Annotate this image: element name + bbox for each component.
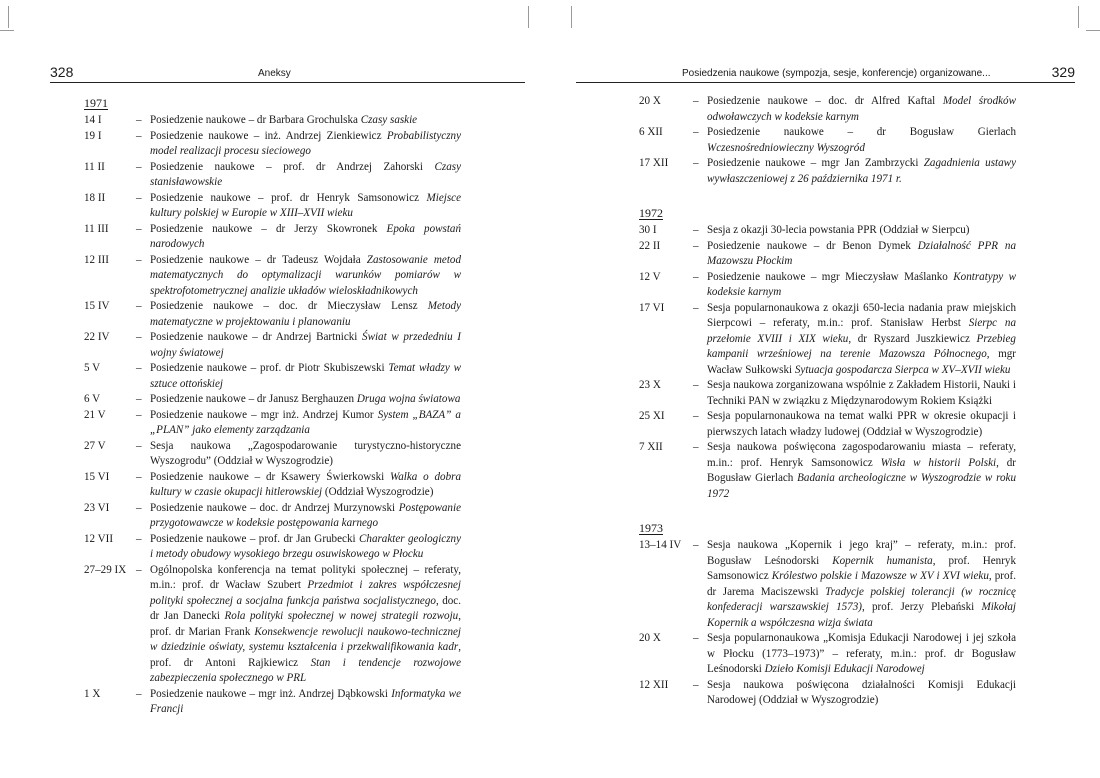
dash-separator: – (136, 393, 142, 405)
event-entry (84, 408, 461, 439)
header-rule (50, 82, 525, 83)
dash-separator: – (136, 222, 142, 235)
event-description (150, 191, 461, 222)
event-description (707, 631, 1016, 678)
event-description (150, 470, 461, 501)
description-text: , prof. Jerzy Plebański (861, 601, 982, 613)
event-description (150, 532, 461, 563)
event-date: 11 II (84, 160, 105, 173)
work-title: Metody matematyczne w projektowaniu i planowaniu (150, 300, 461, 328)
dash-separator: – (693, 95, 699, 107)
event-entry (84, 392, 461, 408)
event-date: 15 VI (84, 470, 110, 483)
description-text: Posiedzenie naukowe – doc. dr Andrzej Murzynowski (150, 501, 399, 514)
event-description (707, 440, 1016, 502)
description-text: Posiedzenie naukowe – inż. Andrzej Zienkiewicz (150, 129, 387, 142)
event-description (707, 270, 1016, 301)
dash-separator: – (693, 126, 699, 138)
work-title: Kopernik humanista (832, 554, 933, 567)
work-title: Postępowanie przygotowawcze w kodeksie postępowania karnego (150, 501, 461, 529)
description-text: Posiedzenie naukowe – dr Jerzy Skowronek (150, 222, 387, 235)
event-description (150, 222, 461, 253)
event-entry (84, 361, 461, 392)
dash-separator: – (136, 300, 142, 312)
event-date: 1 X (84, 687, 101, 700)
left-column (84, 94, 461, 718)
description-text: , dr Bogusław Gierlach (707, 456, 1016, 484)
description-text: Ogólnopolska konferencja na temat polityki społecznej – referaty, m.in.: prof. dr Wacław Szubert (150, 563, 461, 591)
event-entry (84, 687, 461, 718)
event-date: 7 XII (639, 441, 663, 453)
event-description (150, 687, 461, 718)
dash-separator: – (693, 441, 699, 453)
running-head: Aneksy (258, 68, 291, 79)
year-heading: 1973 (639, 521, 663, 535)
event-description (150, 253, 461, 300)
event-description (150, 501, 461, 532)
dash-separator: – (693, 410, 699, 422)
event-entry (639, 440, 1016, 502)
description-text: Posiedzenie naukowe – mgr inż. Andrzej Kumor (150, 408, 378, 421)
left-running-header (50, 66, 525, 84)
event-entry (639, 538, 1016, 631)
event-description (707, 223, 1016, 239)
work-title: Badania archeologiczne w Wyszogrodzie w roku 1972 (707, 472, 1016, 500)
event-date: 23 VI (84, 501, 110, 514)
work-title: Czasy stanisławowskie (150, 160, 461, 188)
event-date: 6 XII (639, 126, 663, 138)
event-entry (84, 330, 461, 361)
work-title: Kontratypy w kodeksie karnym (707, 270, 1016, 298)
dash-separator: – (136, 470, 142, 483)
dash-separator: – (136, 408, 142, 421)
event-description (707, 678, 1016, 709)
description-text: Sesja popularnonaukowa „Komisja Edukacji Narodowej i jej szkoła w Płocku (1773–1973)” – referaty, m.in.: prof. dr Bogusław Leśnodorski (707, 632, 1016, 675)
work-title: Mikołaj Kopernik a współczesna wizja świata (707, 601, 1016, 629)
event-date: 20 X (639, 95, 661, 107)
description-text: (Oddział Wyszogrodzie) (322, 486, 434, 498)
event-entry (639, 378, 1016, 409)
description-text: Posiedzenie naukowe – mgr inż. Andrzej Dąbkowski (150, 687, 392, 700)
dash-separator: – (136, 532, 142, 545)
work-title: Sierpc na przełomie XVIII i XIX wieku (707, 317, 1016, 345)
event-date: 17 VI (639, 301, 665, 314)
event-date: 12 III (84, 253, 109, 266)
dash-separator: – (136, 160, 142, 173)
event-entry (84, 113, 461, 129)
event-description (707, 538, 1016, 631)
description-text: Posiedzenie naukowe – dr Barbara Grochulska (150, 114, 361, 126)
event-date: 25 XI (639, 410, 665, 422)
description-text: , prof. dr Jarema Maciszewski (707, 570, 1016, 598)
event-entry (639, 409, 1016, 440)
work-title: Miejsce kultury polskiej w Europie w XIII–XVII wieku (150, 191, 461, 219)
work-title: Wczesnośredniowieczny Wyszogród (707, 141, 865, 154)
year-heading: 1971 (84, 96, 108, 110)
work-title: Druga wojna światowa (356, 393, 461, 405)
dash-separator: – (693, 539, 699, 551)
work-title: Sytuacja gospodarcza Sierpca w XV–XVII wieku (794, 363, 1011, 376)
event-entry (84, 160, 461, 191)
event-date: 30 I (639, 224, 657, 236)
event-entry (84, 253, 461, 300)
event-date: 14 I (84, 114, 102, 126)
dash-separator: – (693, 239, 699, 252)
dash-separator: – (693, 157, 699, 169)
event-date: 21 V (84, 408, 106, 421)
event-entry (84, 532, 461, 563)
dash-separator: – (693, 224, 699, 236)
event-entry (639, 239, 1016, 270)
work-title: Królestwo polskie i Mazowsze w XV i XVI wieku (771, 570, 989, 582)
dash-separator: – (136, 362, 142, 374)
description-text: Posiedzenie naukowe – prof. dr Jan Grubecki (150, 532, 359, 545)
event-date: 23 X (639, 379, 661, 391)
work-title: Przebieg kampanii wrześniowej na terenie Mazowsza Północnego (707, 332, 1016, 360)
event-entry (639, 270, 1016, 301)
dash-separator: – (136, 191, 142, 204)
description-text: Sesja naukowa poświęcona działalności Komisji Edukacji Narodowej (Oddział w Wyszogrodzie) (707, 678, 1016, 706)
work-title: Działalność PPR na Mazowszu Płockim (707, 239, 1016, 267)
event-entry (639, 223, 1016, 239)
description-text: , doc. dr Jan Danecki (150, 594, 461, 622)
work-title: Probabilistyczny model realizacji procesu sieciowego (150, 129, 461, 157)
description-text: , prof. dr Antoni Rajkiewicz (150, 641, 461, 669)
event-description (150, 408, 461, 439)
event-date: 15 IV (84, 300, 110, 312)
description-text: Sesja popularnonaukowa na temat walki PPR w okresie okupacji i pierwszych latach władzy ludowej (Oddział w Wyszogrodzie) (707, 410, 1016, 438)
event-description (150, 392, 461, 408)
work-title: Tradycje polskiej tolerancji (w rocznicę konfederacji warszawskiej 1573) (707, 585, 1016, 613)
year-heading: 1972 (639, 206, 663, 220)
event-description (707, 94, 1016, 125)
description-text: , prof. dr Marian Frank (150, 610, 461, 638)
description-text: Posiedzenie naukowe – dr Tadeusz Wojdała (150, 253, 367, 266)
event-description (707, 301, 1016, 379)
event-date: 27–29 IX (84, 563, 127, 576)
event-description (707, 409, 1016, 440)
event-entry (84, 563, 461, 687)
event-description (150, 563, 461, 687)
dash-separator: – (136, 114, 142, 126)
page-number: 328 (50, 64, 74, 80)
event-entry (84, 299, 461, 330)
work-title: Konsekwencje rewolucji naukowo-technicznej w dziedzinie oświaty, systemu kształcenia i przekwalifikowania kadr (150, 625, 461, 653)
dash-separator: – (136, 501, 142, 514)
description-text: Sesja naukowa „Zagospodarowanie turystyczno-historyczne Wyszogrodu” (Oddział w Wyszogrodzie) (150, 439, 461, 467)
event-entry (84, 439, 461, 470)
description-text: Posiedzenie naukowe – mgr Jan Zambrzycki (707, 157, 924, 169)
event-entry (84, 222, 461, 253)
dash-separator: – (136, 129, 142, 142)
dash-separator: – (693, 632, 699, 644)
description-text: Posiedzenie naukowe – dr Bogusław Gierlach (707, 126, 1016, 138)
work-title: Świat w przededniu I wojny światowej (150, 331, 461, 359)
event-entry (639, 156, 1016, 187)
work-title: Walka o dobra kultury w czasie okupacji hitlerowskiej (150, 470, 461, 498)
description-text: Posiedzenie naukowe – dr Ksawery Świerkowski (150, 470, 391, 483)
event-date: 12 VII (84, 532, 114, 545)
work-title: Stan i tendencje rozwojowe zabezpieczenia społecznego w PRL (150, 656, 461, 684)
event-entry (84, 191, 461, 222)
event-entry (84, 129, 461, 160)
event-date: 12 XII (639, 678, 669, 691)
event-date: 20 X (639, 632, 661, 644)
description-text: Posiedzenie naukowe – doc. dr Alfred Kaftal (707, 95, 943, 107)
event-description (150, 330, 461, 361)
work-title: Charakter geologiczny i metody obudowy wysokiego brzegu osuwiskowego w Płocku (150, 532, 461, 560)
event-date: 22 II (639, 239, 661, 252)
event-date: 11 III (84, 222, 109, 235)
work-title: Wisła w historii Polski (880, 456, 997, 469)
description-text: Sesja popularnonaukowa z okazji 650-lecia nadania praw miejskich Sierpcowi – referaty, m.in.: prof. Stanisław Herbst (707, 301, 1016, 329)
event-date: 12 V (639, 270, 661, 283)
event-date: 22 IV (84, 331, 110, 343)
event-entry (84, 501, 461, 532)
right-running-header (576, 66, 1075, 84)
description-text: Sesja naukowa zorganizowana wspólnie z Zakładem Historii, Nauki i Techniki PAN w związku z Międzynarodowym Rokiem Książki (707, 379, 1016, 407)
event-date: 27 V (84, 439, 106, 452)
event-description (150, 299, 461, 330)
dash-separator: – (136, 563, 142, 576)
event-entry (639, 678, 1016, 709)
event-description (150, 160, 461, 191)
description-text: Posiedzenie naukowe – prof. dr Piotr Skubiszewski (150, 362, 389, 374)
work-title: Rola polityki społecznej w nowej strategii rozwoju (224, 610, 459, 622)
description-text: Posiedzenie naukowe – dr Janusz Berghauzen (150, 393, 357, 405)
description-text: Posiedzenie naukowe – mgr Mieczysław Maślanko (707, 270, 954, 283)
page-number: 329 (1051, 64, 1075, 80)
description-text: Posiedzenie naukowe – prof. dr Andrzej Zahorski (150, 160, 435, 173)
work-title: System „BAZA” a „PLAN” jako elementy zarządzania (150, 408, 461, 436)
description-text: Posiedzenie naukowe – doc. dr Mieczysław Lensz (150, 300, 428, 312)
event-description (707, 378, 1016, 409)
dash-separator: – (136, 687, 142, 700)
event-entry (639, 301, 1016, 379)
event-description (150, 113, 461, 129)
dash-separator: – (693, 270, 699, 283)
work-title: Dzieło Komisji Edukacji Narodowej (764, 663, 925, 675)
event-date: 17 XII (639, 157, 669, 169)
dash-separator: – (136, 439, 142, 452)
work-title: Czasy saskie (360, 114, 418, 126)
dash-separator: – (693, 301, 699, 314)
event-entry (84, 470, 461, 501)
description-text: Sesja naukowa poświęcona zagospodarowaniu miasta – referaty, m.in.: prof. Henryk Samsonowicz (707, 441, 1016, 469)
description-text: , prof. Henryk Samsonowicz (707, 554, 1016, 582)
right-page (550, 0, 1100, 778)
work-title: Temat władzy w sztuce ottońskiej (150, 362, 461, 390)
event-description (150, 439, 461, 470)
dash-separator: – (693, 678, 699, 691)
description-text: Posiedzenie naukowe – dr Andrzej Bartnicki (150, 331, 363, 343)
event-entry (639, 125, 1016, 156)
work-title: Model środków odwoławczych w kodeksie karnym (707, 95, 1016, 123)
dash-separator: – (136, 331, 142, 343)
event-description (150, 361, 461, 392)
event-description (150, 129, 461, 160)
running-head: Posiedzenia naukowe (sympozja, sesje, konferencje) organizowane... (682, 68, 991, 79)
event-description (707, 125, 1016, 156)
work-title: Zagadnienia ustawy wywłaszczeniowej z 26 października 1971 r. (707, 157, 1016, 185)
event-description (707, 156, 1016, 187)
dash-separator: – (693, 379, 699, 391)
header-rule (576, 82, 1075, 83)
event-entry (639, 94, 1016, 125)
description-text: Posiedzenie naukowe – prof. dr Henryk Samsonowicz (150, 191, 427, 204)
description-text: , mgr Wacław Sułkowski (707, 348, 1016, 376)
event-entry (639, 631, 1016, 678)
description-text: Posiedzenie naukowe – dr Benon Dymek (707, 239, 918, 252)
event-description (707, 239, 1016, 270)
right-column (639, 94, 1016, 709)
work-title: Przedmiot i zakres współczesnej polityki społecznej a socjalna funkcja państwa socjalistycznego (150, 579, 462, 607)
work-title: Epoka powstań narodowych (150, 222, 462, 250)
work-title: Informatyka we Francji (150, 687, 462, 715)
description-text: , dr Ryszard Juszkiewicz (848, 332, 977, 345)
event-date: 18 II (84, 191, 106, 204)
dash-separator: – (136, 253, 142, 266)
work-title: Zastosowanie metod matematycznych do optymalizacji warunków pomiarów w spektrofotometrycznej analizie układów wieloskładnikowych (150, 253, 461, 297)
description-text: Sesja naukowa „Kopernik i jego kraj” – referaty, m.in.: prof. Bogusław Leśnodorski (707, 539, 1016, 567)
description-text: Sesja z okazji 30-lecia powstania PPR (Oddział w Sierpcu) (707, 224, 970, 236)
event-date: 19 I (84, 129, 102, 142)
event-date: 5 V (84, 362, 101, 374)
event-date: 6 V (84, 393, 101, 405)
event-date: 13–14 IV (639, 539, 682, 551)
